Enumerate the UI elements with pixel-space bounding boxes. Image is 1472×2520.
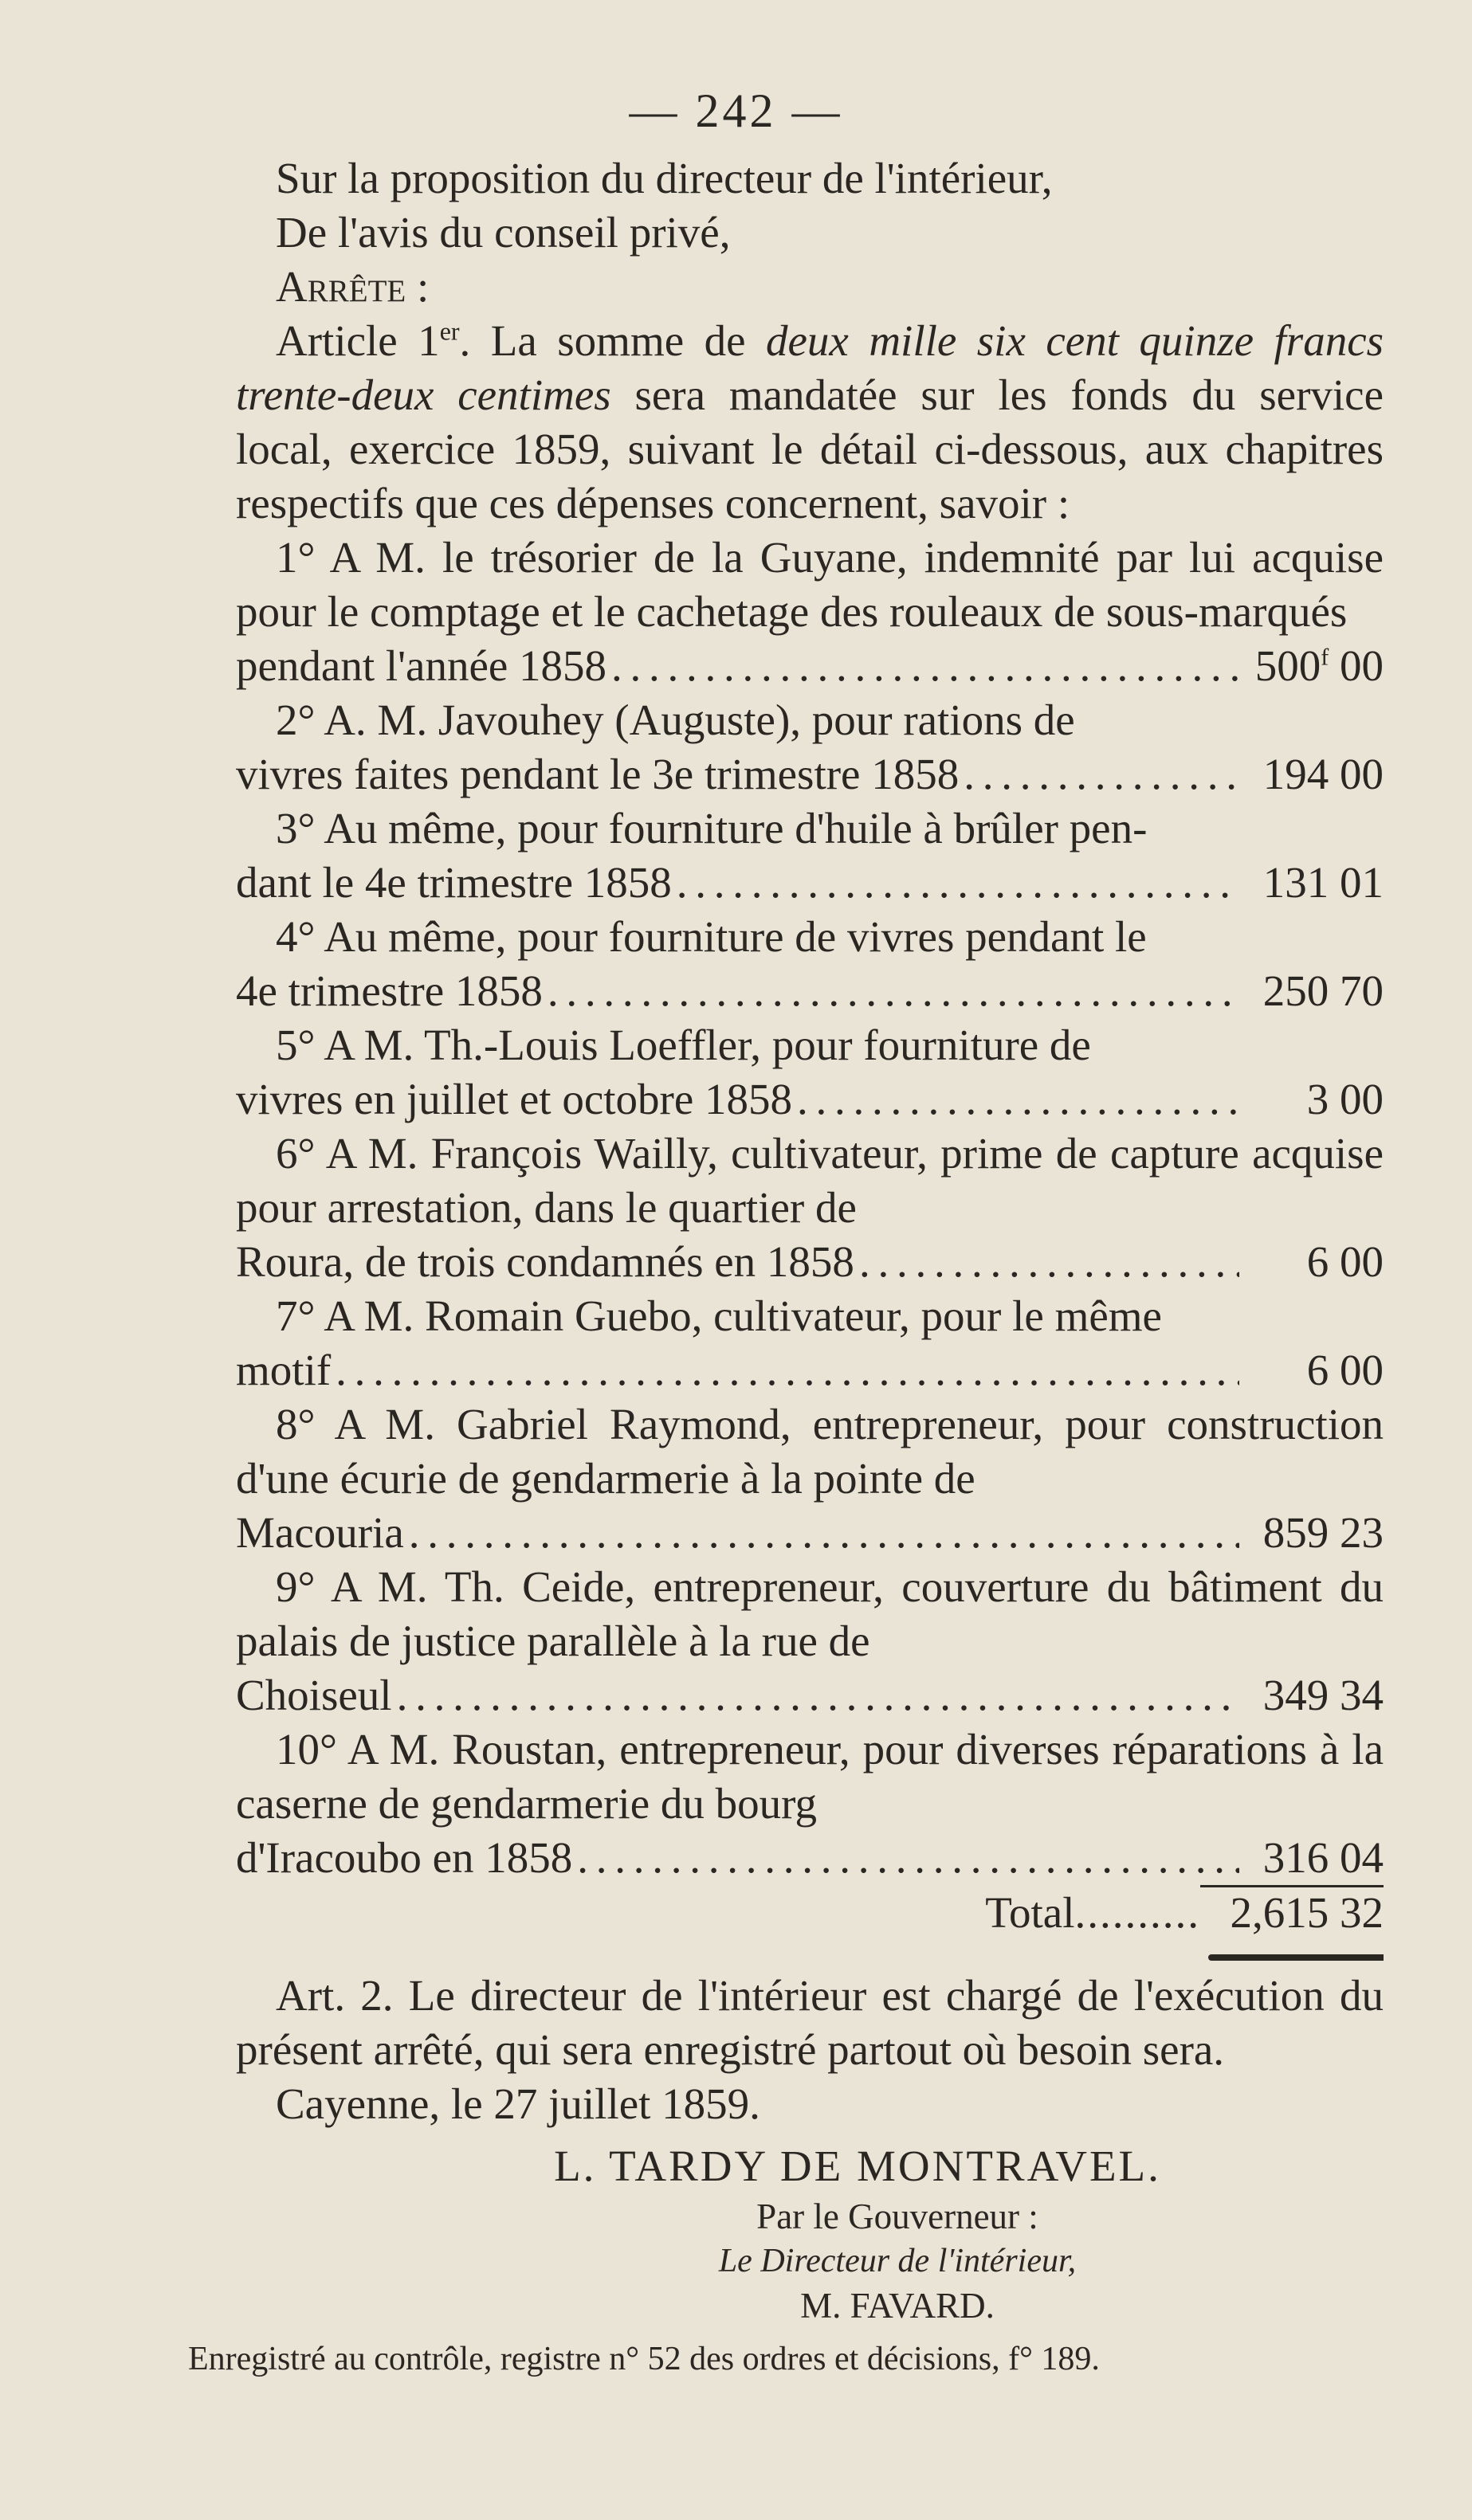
expense-item-last-line xyxy=(236,964,1384,1018)
article-1 xyxy=(236,314,1384,531)
leader-dots xyxy=(797,1072,1239,1127)
expense-item xyxy=(236,1127,1384,1289)
place-date: Cayenne, le 27 juillet 1859. xyxy=(276,2079,760,2128)
total-dots: .......... xyxy=(1074,1888,1200,1937)
expense-item-amount xyxy=(1244,1506,1384,1560)
leader-dots xyxy=(397,1668,1239,1722)
governor-name: L. TARDY DE MONTRAVEL. xyxy=(554,2142,1161,2190)
expense-item-amount xyxy=(1244,964,1384,1018)
amount-francs: 6 xyxy=(1306,1346,1329,1394)
expense-items xyxy=(236,531,1384,1885)
leader-dots xyxy=(611,639,1239,693)
expense-item-last-text: motif xyxy=(236,1346,332,1394)
expense-item-amount xyxy=(1244,1235,1384,1289)
amount-centimes: 34 xyxy=(1329,1671,1384,1719)
expense-item-body: 9° A M. Th. Ceide, entrepreneur, couverture du bâtiment du palais de justice parallèle à la rue de xyxy=(236,1562,1384,1665)
amount-centimes: 70 xyxy=(1329,966,1384,1015)
director-name: M. FAVARD. xyxy=(800,2286,995,2326)
expense-item-last-text: vivres faites pendant le 3e trimestre 1858 xyxy=(236,750,960,798)
expense-item-body: 10° A M. Roustan, entrepreneur, pour diverses réparations à la caserne de gendarmerie du bourg xyxy=(236,1725,1384,1828)
expense-item-last-text: Roura, de trois condamnés en 1858 xyxy=(236,1237,854,1286)
par-le-gouverneur: Par le Gouverneur : xyxy=(756,2197,1038,2236)
amount-centimes: 23 xyxy=(1329,1508,1384,1557)
amount-francs: 500 xyxy=(1254,641,1321,690)
expense-item xyxy=(236,693,1384,801)
amount-franc-sign: f xyxy=(1321,644,1329,671)
article-1-label: Article 1 xyxy=(276,316,440,365)
total-amount: 2,615 32 xyxy=(1200,1885,1384,1938)
expense-item xyxy=(236,1397,1384,1560)
amount-francs: 131 xyxy=(1262,858,1329,907)
article-2: Art. 2. Le directeur de l'intérieur est chargé de l'exécution du présent arrêté, qui sera enregistré partout où besoin sera. xyxy=(236,1971,1384,2074)
amount-francs: 349 xyxy=(1262,1671,1329,1719)
amount-centimes: 00 xyxy=(1329,750,1384,798)
expense-item-body: 7° A M. Romain Guebo, cultivateur, pour le même xyxy=(276,1291,1162,1340)
leader-dots xyxy=(859,1235,1239,1289)
amount-centimes: 00 xyxy=(1329,1237,1384,1286)
amount-francs: 859 xyxy=(1262,1508,1329,1557)
expense-item-last-line xyxy=(236,1831,1384,1885)
expense-item-last-text: d'Iracoubo en 1858 xyxy=(236,1833,573,1882)
amount-francs: 6 xyxy=(1306,1237,1329,1286)
expense-item xyxy=(236,910,1384,1018)
expense-item-last-line xyxy=(236,1343,1384,1397)
leader-dots xyxy=(336,1343,1239,1397)
expense-item-last-text: Choiseul xyxy=(236,1671,392,1719)
leader-dots xyxy=(548,964,1239,1018)
expense-item-body: 4° Au même, pour fourniture de vivres pendant le xyxy=(276,912,1147,961)
expense-item-amount xyxy=(1244,1668,1384,1722)
expense-item-last-line xyxy=(236,856,1384,910)
text-column xyxy=(188,151,1384,2383)
amount-centimes: 04 xyxy=(1329,1833,1384,1882)
expense-item-amount xyxy=(1244,639,1384,693)
page-number: — 242 — xyxy=(629,84,843,137)
amount-centimes: 00 xyxy=(1329,1346,1384,1394)
expense-item xyxy=(236,801,1384,910)
leader-dots xyxy=(577,1831,1239,1885)
leader-dots xyxy=(677,856,1239,910)
expense-item-last-line xyxy=(236,1072,1384,1127)
amount-centimes: 00 xyxy=(1329,1075,1384,1123)
amount-francs: 3 xyxy=(1306,1075,1329,1123)
amount-centimes: 00 xyxy=(1329,641,1384,690)
arrete-heading: Arrête : xyxy=(276,262,430,311)
expense-item-last-line xyxy=(236,747,1384,801)
signature-block xyxy=(236,2139,1384,2329)
expense-item-last-line xyxy=(236,1668,1384,1722)
article-1-lead: . La somme de xyxy=(459,316,767,365)
expense-item-body: 1° A M. le trésorier de la Guyane, indemnité par lui acquise pour le comptage et le cachetage des rouleaux de sous-marqués xyxy=(236,533,1384,636)
total-row xyxy=(236,1885,1384,1940)
registration-note: Enregistré au contrôle, registre n° 52 des ordres et décisions, f° 189. xyxy=(188,2341,1100,2377)
director-role: Le Directeur de l'intérieur, xyxy=(718,2243,1077,2279)
expense-item-amount xyxy=(1244,1072,1384,1127)
expense-item-body: 8° A M. Gabriel Raymond, entrepreneur, pour construction d'une écurie de gendarmerie à la pointe de xyxy=(236,1400,1384,1503)
amount-centimes: 01 xyxy=(1329,858,1384,907)
expense-item-amount xyxy=(1244,1831,1384,1885)
total-rule xyxy=(1208,1954,1384,1961)
expense-item-body: 2° A. M. Javouhey (Auguste), pour rations de xyxy=(276,696,1075,744)
expense-item-last-line xyxy=(236,1506,1384,1560)
expense-item-last-text: pendant l'année 1858 xyxy=(236,641,607,690)
expense-item-last-text: vivres en juillet et octobre 1858 xyxy=(236,1075,793,1123)
expense-item xyxy=(236,1018,1384,1127)
expense-item-last-text: 4e trimestre 1858 xyxy=(236,966,543,1015)
amount-francs: 194 xyxy=(1262,750,1329,798)
leader-dots xyxy=(964,747,1239,801)
expense-item-amount xyxy=(1244,747,1384,801)
expense-item-body: 6° A M. François Wailly, cultivateur, prime de capture acquise pour arrestation, dans le quartier de xyxy=(236,1129,1384,1232)
amount-francs: 250 xyxy=(1262,966,1329,1015)
expense-item-last-line xyxy=(236,1235,1384,1289)
amount-francs: 316 xyxy=(1262,1833,1329,1882)
expense-item-body: 3° Au même, pour fourniture d'huile à brûler pen- xyxy=(276,804,1148,852)
total-label: Total xyxy=(985,1888,1075,1937)
preamble-line-2: De l'avis du conseil privé, xyxy=(276,208,731,257)
preamble-line-1: Sur la proposition du directeur de l'intérieur, xyxy=(276,154,1053,202)
expense-item xyxy=(236,1560,1384,1722)
article-1-label-sup: er xyxy=(439,316,460,346)
expense-item xyxy=(236,1289,1384,1397)
expense-item-amount xyxy=(1244,1343,1384,1397)
expense-item xyxy=(236,531,1384,693)
article-1-rest: sera mandatée sur les fonds du service local, exercice 1859, suivant le détail ci-dessous, aux chapitres respectifs que ces dépenses concernent, savoir : xyxy=(236,370,1384,527)
expense-item xyxy=(236,1722,1384,1885)
expense-item-last-text: dant le 4e trimestre 1858 xyxy=(236,858,672,907)
expense-item-body: 5° A M. Th.-Louis Loeffler, pour fourniture de xyxy=(276,1021,1091,1069)
article-1-amount-words: deux mille six cent quinze francs trente-deux centimes xyxy=(236,316,1384,419)
expense-item-last-line xyxy=(236,639,1384,693)
expense-item-last-text: Macouria xyxy=(236,1508,404,1557)
expense-item-amount xyxy=(1244,856,1384,910)
leader-dots xyxy=(409,1506,1239,1560)
